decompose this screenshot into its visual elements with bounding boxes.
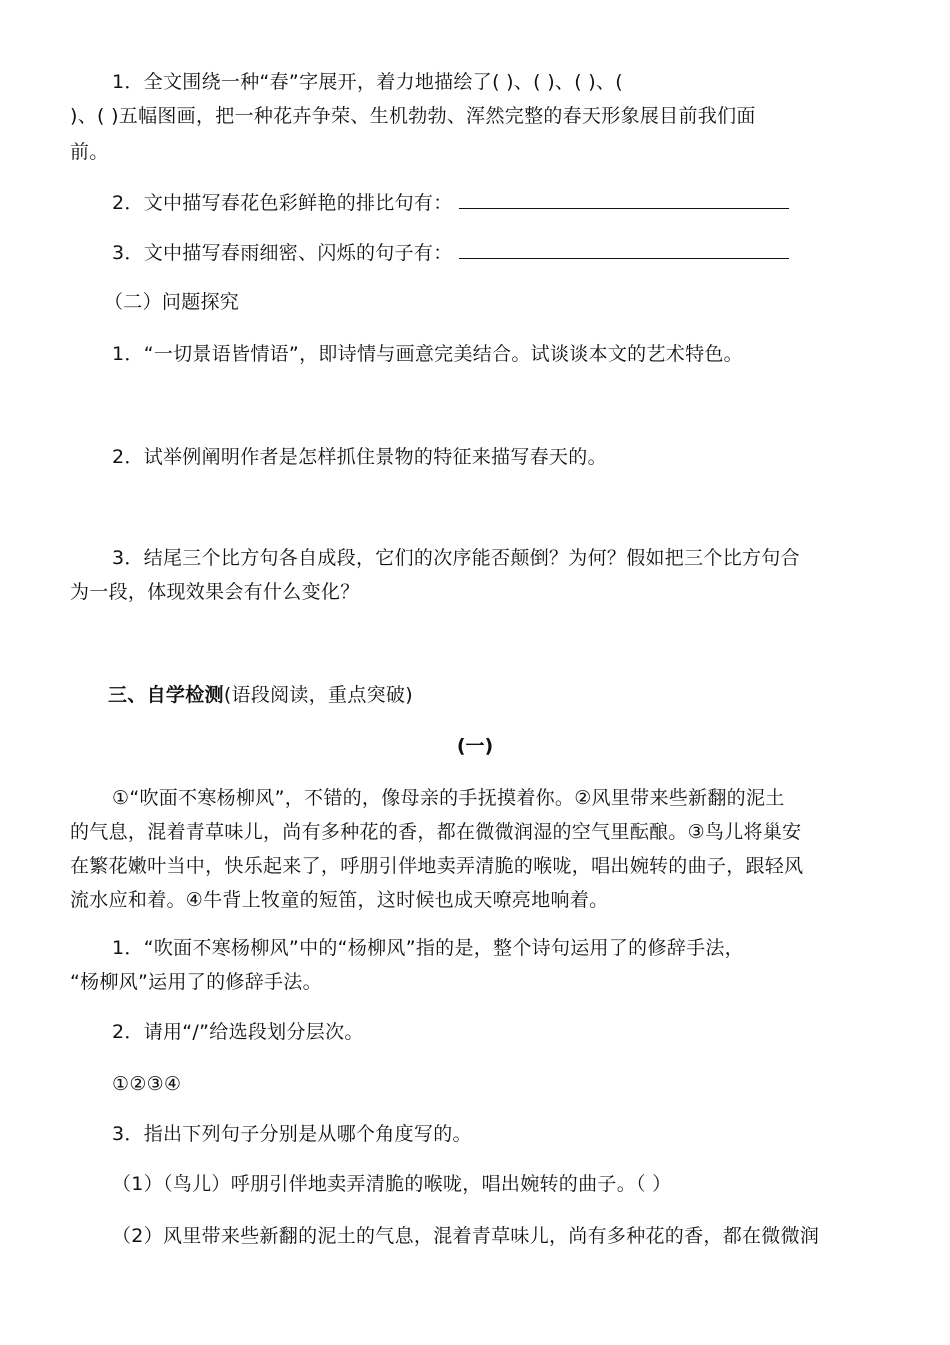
q3-answer-blank xyxy=(459,240,789,259)
section3-heading-note: (语段阅读，重点突破) xyxy=(223,684,413,706)
passage-line-3: 在繁花嫩叶当中，快乐起来了，呼朋引伴地卖弄清脆的喉咙，唱出婉转的曲子，跟轻风 xyxy=(70,855,804,877)
q1-line-1: 1．全文围绕一种“春”字展开，着力地描绘了( )、( )、( )、( xyxy=(112,71,623,93)
inquiry-heading: （二）问题探究 xyxy=(104,291,240,313)
section3-heading xyxy=(108,683,928,707)
section3-heading-bold: 三、自学检测 xyxy=(108,684,224,706)
passage-line-2: 的气息，混着青草味儿，尚有多种花的香，都在微微润湿的空气里酝酿。③鸟儿将巢安 xyxy=(70,821,802,843)
detect-q2: 2．请用“/”给选段划分层次。 xyxy=(112,1021,364,1043)
inquiry-q3-line-2: 为一段，体现效果会有什么变化？ xyxy=(70,581,360,603)
passage-line-1: ①“吹面不寒杨柳风”，不错的，像母亲的手抚摸着你。②风里带来些新翻的泥土 xyxy=(112,787,785,809)
inquiry-q3-line-1: 3．结尾三个比方句各自成段，它们的次序能否颠倒？为何？假如把三个比方句合 xyxy=(112,547,800,569)
inquiry-q2: 2．试举例阐明作者是怎样抓住景物的特征来描写春天的。 xyxy=(112,446,607,468)
passage-line-4: 流水应和着。④牛背上牧童的短笛，这时候也成天嘹亮地响着。 xyxy=(70,889,609,911)
q2-text: 2．文中描写春花色彩鲜艳的排比句有： xyxy=(112,192,453,214)
q3-text: 3．文中描写春雨细密、闪烁的句子有： xyxy=(112,242,453,264)
q2-answer-blank xyxy=(459,190,789,209)
inquiry-q1: 1．“一切景语皆情语”，即诗情与画意完美结合。试谈谈本文的艺术特色。 xyxy=(112,343,743,365)
detect-q3-item-1: （1）（鸟儿）呼朋引伴地卖弄清脆的喉咙，唱出婉转的曲子。（ ） xyxy=(112,1173,672,1195)
detect-q2-markers: ①②③④ xyxy=(112,1073,182,1095)
q2-spring-flowers xyxy=(112,190,890,215)
detect-q1-line-2: “杨柳风”运用了的修辞手法。 xyxy=(70,971,322,993)
q1-line-3: 前。 xyxy=(70,141,109,163)
part-one-label: (一) xyxy=(456,735,494,757)
detect-q3: 3．指出下列句子分别是从哪个角度写的。 xyxy=(112,1123,472,1145)
detect-q1-line-1: 1．“吹面不寒杨柳风”中的“杨柳风”指的是，整个诗句运用了的修辞手法， xyxy=(112,937,744,959)
detect-q3-item-2: （2）风里带来些新翻的泥土的气息，混着青草味儿，尚有多种花的香，都在微微润 xyxy=(112,1225,820,1247)
q3-spring-rain xyxy=(112,240,890,265)
q1-line-2: )、( )五幅图画，把一种花卉争荣、生机勃勃、浑然完整的春天形象展目前我们面 xyxy=(70,105,756,127)
